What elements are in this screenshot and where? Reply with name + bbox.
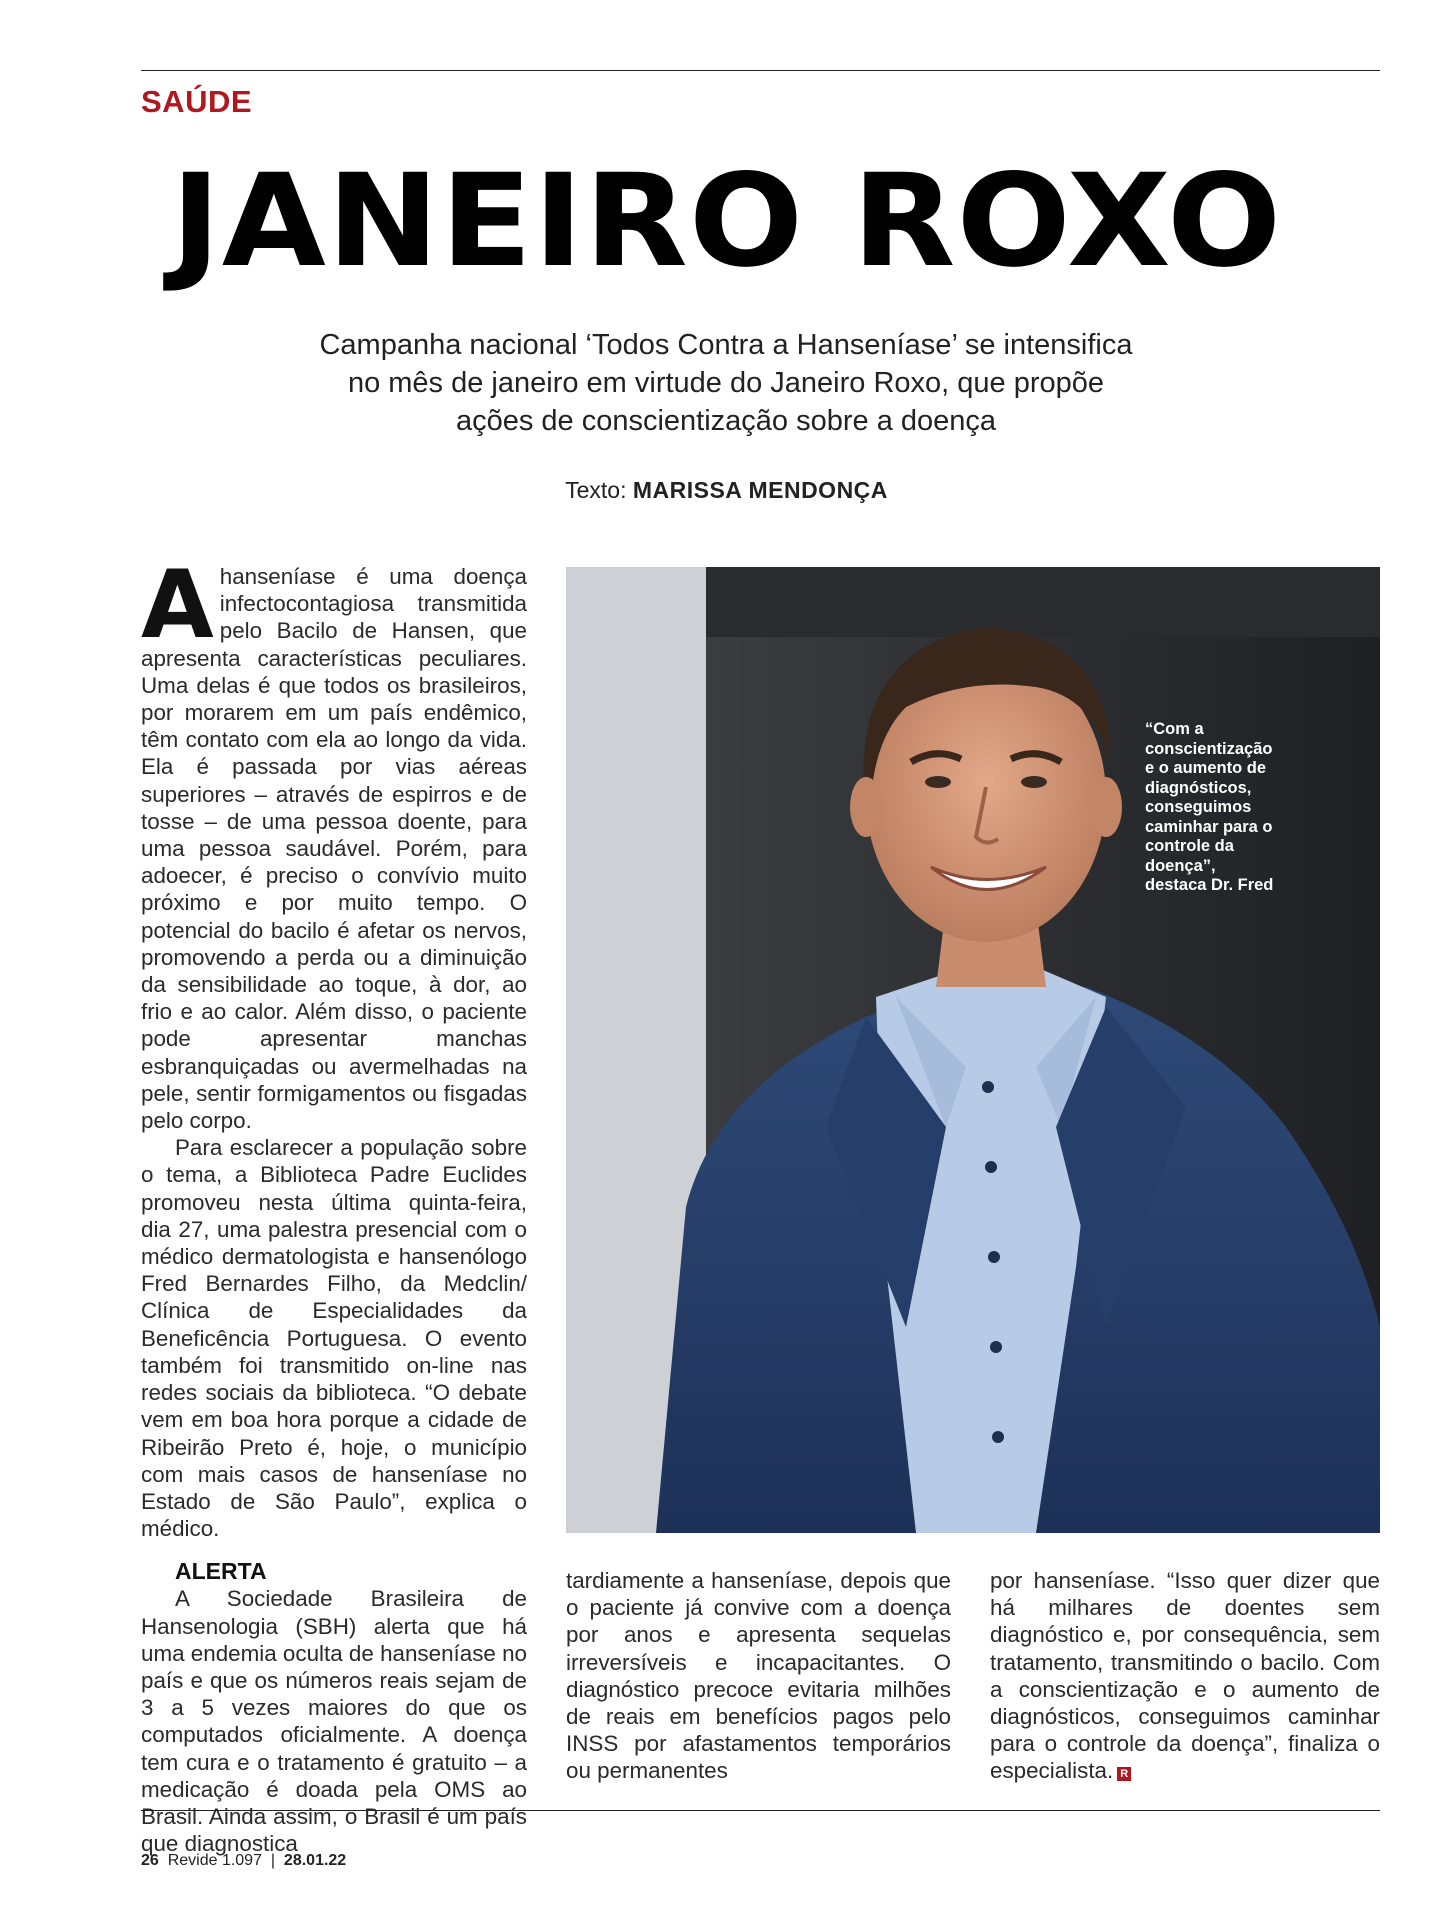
article-column-2 [566, 1567, 951, 1785]
subtitle [226, 326, 1226, 440]
subtitle-line-1: Campanha nacional ‘Todos Contra a Hanseníase’ se intensifica [319, 329, 1133, 361]
issue-date: 28.01.22 [283, 1852, 347, 1869]
caption-line: conseguimos [1145, 798, 1252, 816]
caption-line: destaca Dr. Fred [1145, 876, 1274, 894]
page-number: 26 [141, 1852, 159, 1869]
subhead-alerta: ALERTA [175, 1558, 267, 1585]
headline: JANEIRO ROXO [170, 147, 1283, 296]
section-label: SAÚDE [141, 84, 253, 119]
paragraph-4: tardiamente a hanseníase, depois que o paciente já convive com a doença por anos e apresenta sequelas irreversíveis e incapacitantes. O diagnóstico precoce evitaria milhões de reais em benefícios pagos pelo INSS por afastamentos temporários ou permanentes [566, 1568, 951, 1784]
paragraph-3: A Sociedade Brasileira de Hansenologia (SBH) alerta que há uma endemia oculta de hanseníase no país e que os números reais sejam de 3 a 5 vezes maiores do que os computados oficialmente. A doença tem cura e o tratamento é gratuito – a medicação é doada pela OMS ao Brasil. Ainda assim, o Brasil é um país que diagnostica [141, 1586, 527, 1857]
doctor-photo [566, 567, 1380, 1533]
bottom-rule [141, 1810, 1380, 1811]
article-column-3 [990, 1567, 1380, 1785]
paragraph-5: por hanseníase. “Isso quer dizer que há milhares de doentes sem diagnóstico e, por consequência, sem tratamento, transmitindo o bacilo. Com a conscientização e o aumento de diagnósticos, conseguimos caminhar para o controle da doença”, finaliza o especialista. [990, 1568, 1380, 1784]
byline [0, 477, 1453, 504]
paragraph-2: Para esclarecer a população sobre o tema, a Biblioteca Padre Euclides promoveu nesta última quinta-feira, dia 27, uma palestra presencial com o médico dermatologista e hansenólogo Fred Bernardes Filho, da Medclin/ Clínica de Especialidades da Beneficência Portuguesa. O evento também foi transmitido on-line nas redes sociais da biblioteca. “O debate vem em boa hora porque a cidade de Ribeirão Preto é, hoje, o município com mais casos de hanseníase no Estado de São Paulo”, explica o médico. [141, 1135, 527, 1542]
caption-line: controle da doença”, [1145, 837, 1234, 875]
caption-line: e o aumento de [1145, 759, 1267, 777]
photo-caption [1145, 720, 1305, 896]
byline-label: Texto: [565, 477, 627, 503]
drop-cap: A [141, 551, 214, 660]
issue-label: Revide 1.097 [167, 1852, 262, 1869]
byline-author: MARISSA MENDONÇA [632, 477, 888, 503]
caption-line: “Com a [1145, 720, 1204, 738]
caption-line: caminhar para o [1145, 817, 1273, 836]
subtitle-line-3: ações de conscientização sobre a doença [455, 405, 997, 437]
caption-line: diagnósticos, [1145, 778, 1252, 797]
caption-line: conscientização [1145, 739, 1273, 758]
portrait-illustration [566, 567, 1380, 1533]
top-rule [141, 70, 1380, 71]
footer-separator: | [270, 1852, 276, 1869]
page-footer [141, 1852, 346, 1870]
article-column-1 [141, 551, 527, 1857]
subtitle-line-2: no mês de janeiro em virtude do Janeiro Roxo, que propõe [347, 367, 1105, 399]
end-of-article-mark: R [1117, 1767, 1131, 1781]
paragraph-1: hanseníase é uma doença infectocontagiosa transmitida pelo Bacilo de Hansen, que apresenta características peculiares. Uma delas é que todos os brasileiros, por morarem em um país endêmico, têm contato com ela ao longo da vida. Ela é passada por vias aéreas superiores – através de espirros e de tosse – de uma pessoa doente, para uma pessoa saudável. Porém, para adoecer, é preciso o convívio muito próximo e por muito tempo. O potencial do bacilo é afetar os nervos, promovendo a perda ou a diminuição da sensibilidade ao toque, à dor, ao frio e ao calor. Além disso, o paciente pode apresentar manchas esbranquiçadas ou avermelhadas na pele, sentir formigamentos ou fisgadas pelo corpo. [141, 564, 527, 1134]
